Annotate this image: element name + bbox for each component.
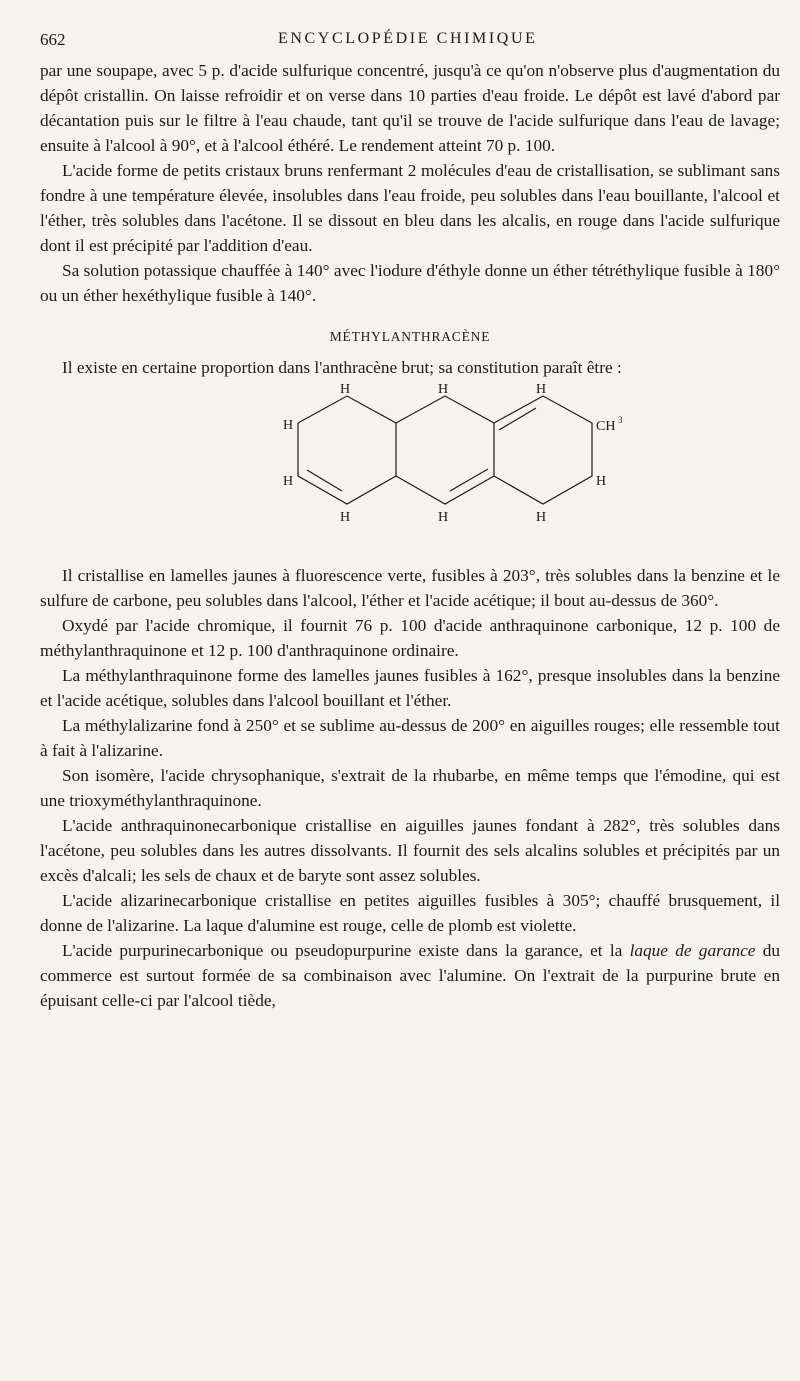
paragraph: Sa solution potassique chauffée à 140° avec l'iodure d'éthyle donne un éther tétréthylique fusible à 180° ou un éther hexéthylique fusible à 140°. (40, 261, 780, 305)
label-bottom-2: H (438, 510, 449, 525)
paragraph: La méthylanthraquinone forme des lamelles jaunes fusibles à 162°, presque insolubles dans la benzine et l'acide acétique, solubles dans l'alcool bouillant et l'éther. (40, 666, 780, 710)
paragraph-last (40, 938, 780, 1013)
text-part: du commerce est surtout formée de sa combinaison avec l'alumine. On l'extrait de la purpurine brute en épuisant celle-ci par l'alcool tiède, (40, 941, 780, 1010)
page-number: 662 (40, 30, 66, 49)
paragraph: La méthylalizarine fond à 250° et se sublime au-dessus de 200° en aiguilles rouges; elle ressemble tout à fait à l'alizarine. (40, 716, 780, 760)
paragraph: Il cristallise en lamelles jaunes à fluorescence verte, fusibles à 203°, très solubles dans la benzine et le sulfure de carbone, peu solubles dans l'alcool, l'éther et l'acide acétique; il bout au-dessus de 360°. (40, 566, 780, 610)
paragraph: L'acide alizarinecarbonique cristallise en petites aiguilles fusibles à 305°; chauffé brusquement, il donne de l'alizarine. La laque d'alumine est rouge, celle de plomb est violette. (40, 891, 780, 935)
label-left-2: H (283, 474, 294, 489)
label-right-2: H (596, 474, 607, 489)
text-part: L'acide purpurinecarbonique ou pseudopurpurine existe dans la garance, et la (62, 941, 630, 960)
ring-middle (396, 396, 494, 504)
label-top-1: H (340, 382, 351, 397)
label-top-3: H (536, 382, 547, 397)
label-methyl-subscript: 3 (618, 415, 623, 425)
label-left-1: H (283, 418, 294, 433)
page-body (40, 58, 780, 1013)
section-title: MÉTHYLANTHRACÈNE (329, 329, 491, 344)
paragraph-continued: par une soupape, avec 5 p. d'acide sulfurique concentré, jusqu'à ce qu'on n'observe plus d'augmentation du dépôt cristallin. On laisse refroidir et on verse dans 10 parties d'eau froide. Le dépôt est lavé d'abord par décantation puis sur le filtre à l'eau chaude, tant qu'il se trouve de l'acide sulfurique dans l'eau de lavage; ensuite à l'alcool à 90°, et à l'alcool éthéré. Le rendement atteint 70 p. 100. (40, 61, 780, 155)
label-methyl: CH (596, 419, 616, 434)
paragraph: L'acide forme de petits cristaux bruns renfermant 2 molécules d'eau de cristallisation, se sublimant sans fondre à une température élevée, insolubles dans l'eau froide, peu solubles dans l'eau bouillante, l'alcool et l'éther, très solubles dans l'acétone. Il se dissout en bleu dans les alcalis, en rouge dans l'acide sulfurique dont il est précipité par l'addition d'eau. (40, 161, 780, 255)
running-title: ENCYCLOPÉDIE CHIMIQUE (278, 30, 538, 47)
structural-formula (40, 380, 780, 563)
page-header (40, 30, 780, 56)
paragraph: L'acide anthraquinonecarbonique cristallise en aiguilles jaunes fondant à 282°, très solubles dans l'acétone, peu solubles dans les autres dissolvants. Il fournit des sels alcalins solubles et précipités par un excès d'alcali; les sels de chaux et de baryte sont assez solubles. (40, 816, 780, 885)
label-top-2: H (438, 382, 449, 397)
paragraph-intro: Il existe en certaine proportion dans l'anthracène brut; sa constitution paraît être : (62, 358, 622, 377)
ring-left (298, 396, 396, 504)
ring-right (494, 396, 592, 504)
label-bottom-1: H (340, 510, 351, 525)
paragraph: Oxydé par l'acide chromique, il fournit 76 p. 100 d'acide anthraquinone carbonique, 12 p. 100 de méthylanthraquinone et 12 p. 100 d'anthraquinone ordinaire. (40, 616, 780, 660)
italic-term: laque de garance (629, 941, 756, 960)
label-bottom-3: H (536, 510, 547, 525)
paragraph: Son isomère, l'acide chrysophanique, s'extrait de la rhubarbe, en même temps que l'émodine, qui est une trioxyméthylanthraquinone. (40, 766, 780, 810)
methylanthracene-diagram (40, 380, 780, 563)
